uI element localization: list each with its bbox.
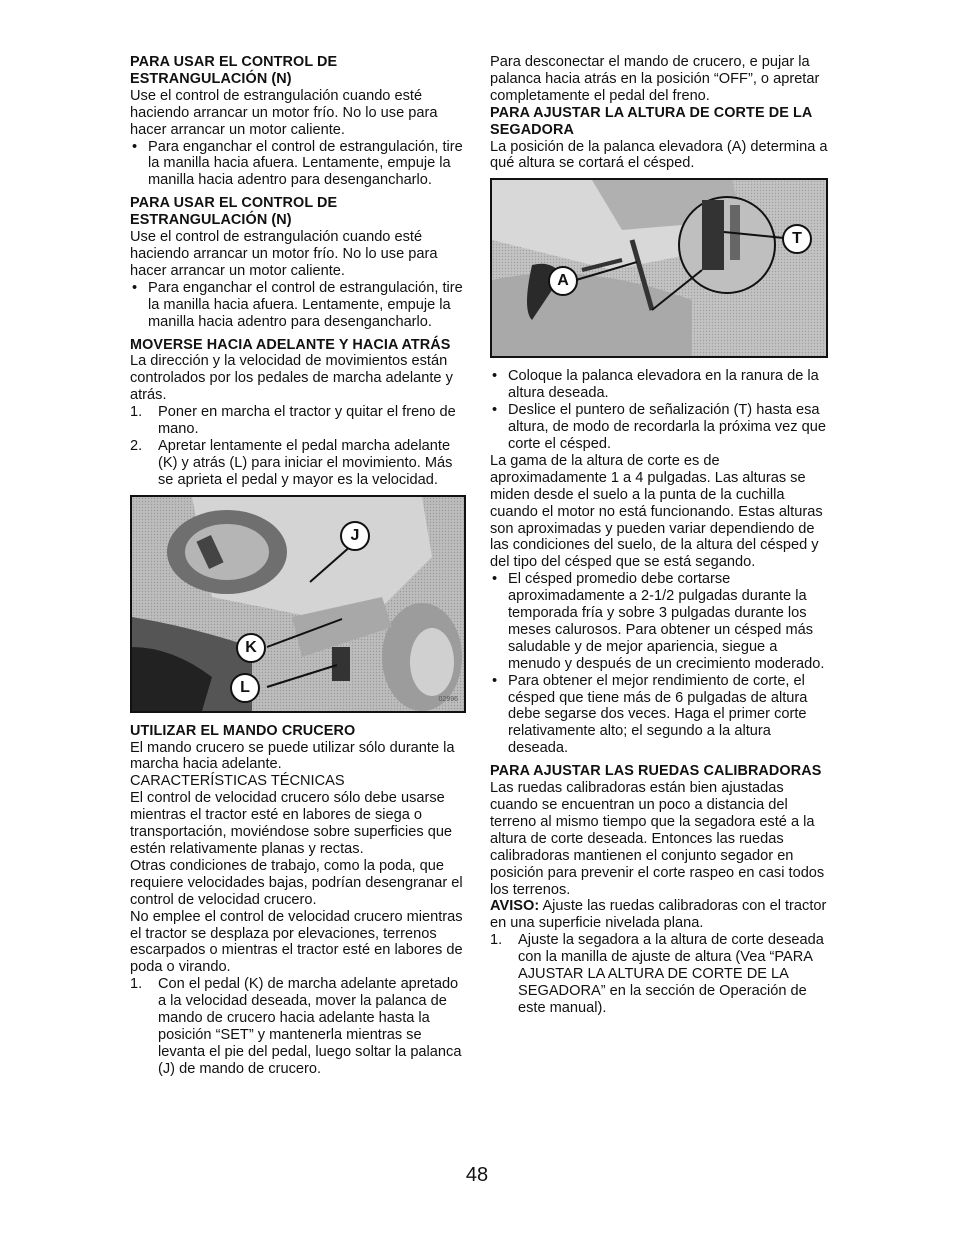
- gauge-wheels-body: Las ruedas calibradoras están bien ajustadas cuando se encuentran un poco a distancia del terreno al mismo tiempo que la segadora esté a la altura de corte deseada. Entonces las ruedas calibradoras mantienen el conjunto segador en posición para prevenir el corte raspeo en casi todos los terrenos.: [490, 780, 825, 898]
- page-number: 48: [465, 1164, 489, 1186]
- callout-a: A: [548, 266, 578, 296]
- callout-l: L: [230, 673, 260, 703]
- tractor-pedals-illustration: [132, 497, 464, 711]
- lift-lever-illustration: [492, 180, 826, 356]
- move-step: 2. Apretar lentamente el pedal marcha adelante (K) y atrás (L) para iniciar el movimiento. Más se aprieta el pedal y mayor es la velocidad.: [130, 437, 453, 488]
- cruise-body-1: El mando crucero se puede utilizar sólo durante la marcha hacia adelante.: [130, 739, 455, 773]
- move-step: 1. Poner en marcha el tractor y quitar el freno de mano.: [130, 404, 456, 438]
- figure-code: 02996: [438, 695, 458, 703]
- cruise-subheading: CARACTERÍSTICAS TÉCNICAS: [130, 773, 345, 790]
- pedal-figure: [130, 495, 466, 713]
- left-column: [130, 54, 470, 1078]
- choke-bullets-1: [130, 139, 470, 190]
- choke-heading-2: PARA USAR EL CONTROL DE ESTRANGULACIÓN (N): [130, 195, 338, 229]
- choke-heading-1: PARA USAR EL CONTROL DE ESTRANGULACIÓN (N): [130, 54, 338, 87]
- cruise-steps: [130, 976, 470, 1077]
- cruise-body-3: Otras condiciones de trabajo, como la poda, que requiere velocidades bajas, podrían desengranar el control de velocidad crucero.: [130, 857, 463, 908]
- cruise-step: 1. Con el pedal (K) de marcha adelante apretado a la velocidad deseada, mover la palanca de mando de crucero hacia adelante hasta la posición “SET” y mantenerla mientras se levanta el pie del pedal, luego soltar la palanca (J) de mando de crucero.: [130, 976, 462, 1077]
- cruise-heading: UTILIZAR EL MANDO CRUCERO: [130, 722, 356, 739]
- gauge-wheels-heading: PARA AJUSTAR LAS RUEDAS CALIBRADORAS: [490, 763, 822, 780]
- callout-k: K: [236, 633, 266, 663]
- cut-bullet: • Para obtener el mejor rendimiento de corte, el césped que tiene más de 6 pulgadas de altura debe segarse dos veces. Haga el primer corte relativamente alto; el segundo a la altura deseada.: [490, 673, 830, 758]
- cruise-disconnect-body: Para desconectar el mando de crucero, e pujar la palanca hacia atrás en la posición “OFF”, o apretar completamente el pedal del freno.: [490, 54, 820, 104]
- lift-bullets: [490, 368, 830, 453]
- lift-lever-figure: [490, 178, 828, 358]
- gauge-wheel-steps: [490, 932, 830, 1017]
- lift-bullet: • Deslice el puntero de señalización (T) hasta esa altura, de modo de recordarla la próxima vez que corte el césped.: [490, 402, 830, 453]
- gauge-wheel-step: 1. Ajuste la segadora a la altura de corte deseada con la manilla de ajuste de altura (Vea “PARA AJUSTAR LA ALTURA DE CORTE DE LA SEGADORA” en la sección de Operación de este manual).: [490, 932, 824, 1016]
- cruise-body-4: No emplee el control de velocidad crucero mientras el tractor se desplaza por elevaciones, terrenos escarpados o mientras el tractor esté en labores de poda o virando.: [130, 908, 463, 976]
- choke-body-2: Use el control de estrangulación cuando esté haciendo arrancar un motor frío. No lo use para hacer arrancar un motor caliente.: [130, 229, 438, 279]
- cut-bullet: • El césped promedio debe cortarse aproximadamente a 2-1/2 pulgadas durante la temporada fría y sobre 3 pulgadas durante los meses calurosos. Para obtener un césped más saludable y de mejor apariencia, siegue a menudo y después de un crecimiento moderado.: [490, 571, 830, 672]
- cut-height-body: La posición de la palanca elevadora (A) determina a qué altura se cortará el césped.: [490, 138, 828, 172]
- callout-t: T: [782, 224, 812, 254]
- cut-bullets: [490, 571, 830, 757]
- notice-label: AVISO:: [490, 898, 540, 915]
- choke-bullets-2: [130, 280, 470, 331]
- callout-j: J: [340, 521, 370, 551]
- gauge-wheels-notice: [490, 898, 830, 932]
- choke-bullet-2: • Para enganchar el control de estrangulación, tire la manilla hacia afuera. Lentamente, empuje la manilla hacia adentro para desengancharlo.: [130, 280, 470, 331]
- notice-text: Ajuste las ruedas calibradoras con el tractor en una superficie nivelada plana.: [490, 898, 827, 932]
- cruise-body-2: El control de velocidad crucero sólo debe usarse mientras el tractor esté en labores de siega o transportación, moviéndose sobre superficies que estén relativamente planas y rectas.: [130, 790, 453, 857]
- cut-height-heading: PARA AJUSTAR LA ALTURA DE CORTE DE LA SEGADORA: [490, 104, 812, 138]
- choke-bullet-1: • Para enganchar el control de estrangulación, tire la manilla hacia afuera. Lentamente, empuje la manilla hacia adentro para desengancharlo.: [130, 139, 470, 190]
- choke-body-1: Use el control de estrangulación cuando esté haciendo arrancar un motor frío. No lo use para hacer arrancar un motor caliente.: [130, 87, 438, 138]
- move-heading: MOVERSE HACIA ADELANTE Y HACIA ATRÁS: [130, 336, 451, 353]
- move-body: La dirección y la velocidad de movimientos están controlados por los pedales de marcha adelante y atrás.: [130, 353, 453, 404]
- move-steps: [130, 404, 470, 489]
- cut-range-body: La gama de la altura de corte es de aproximadamente 1 a 4 pulgadas. Las alturas se miden desde el suelo a la punta de la cuchilla cuando el motor no está funcionando. Estas alturas son aproximadas y pueden variar dependiendo de las condiciones del suelo, de la altura del césped y del tipo del césped que se está segando.: [490, 452, 823, 571]
- lift-bullet: • Coloque la palanca elevadora en la ranura de la altura deseada.: [490, 368, 830, 402]
- right-column: [490, 54, 830, 1017]
